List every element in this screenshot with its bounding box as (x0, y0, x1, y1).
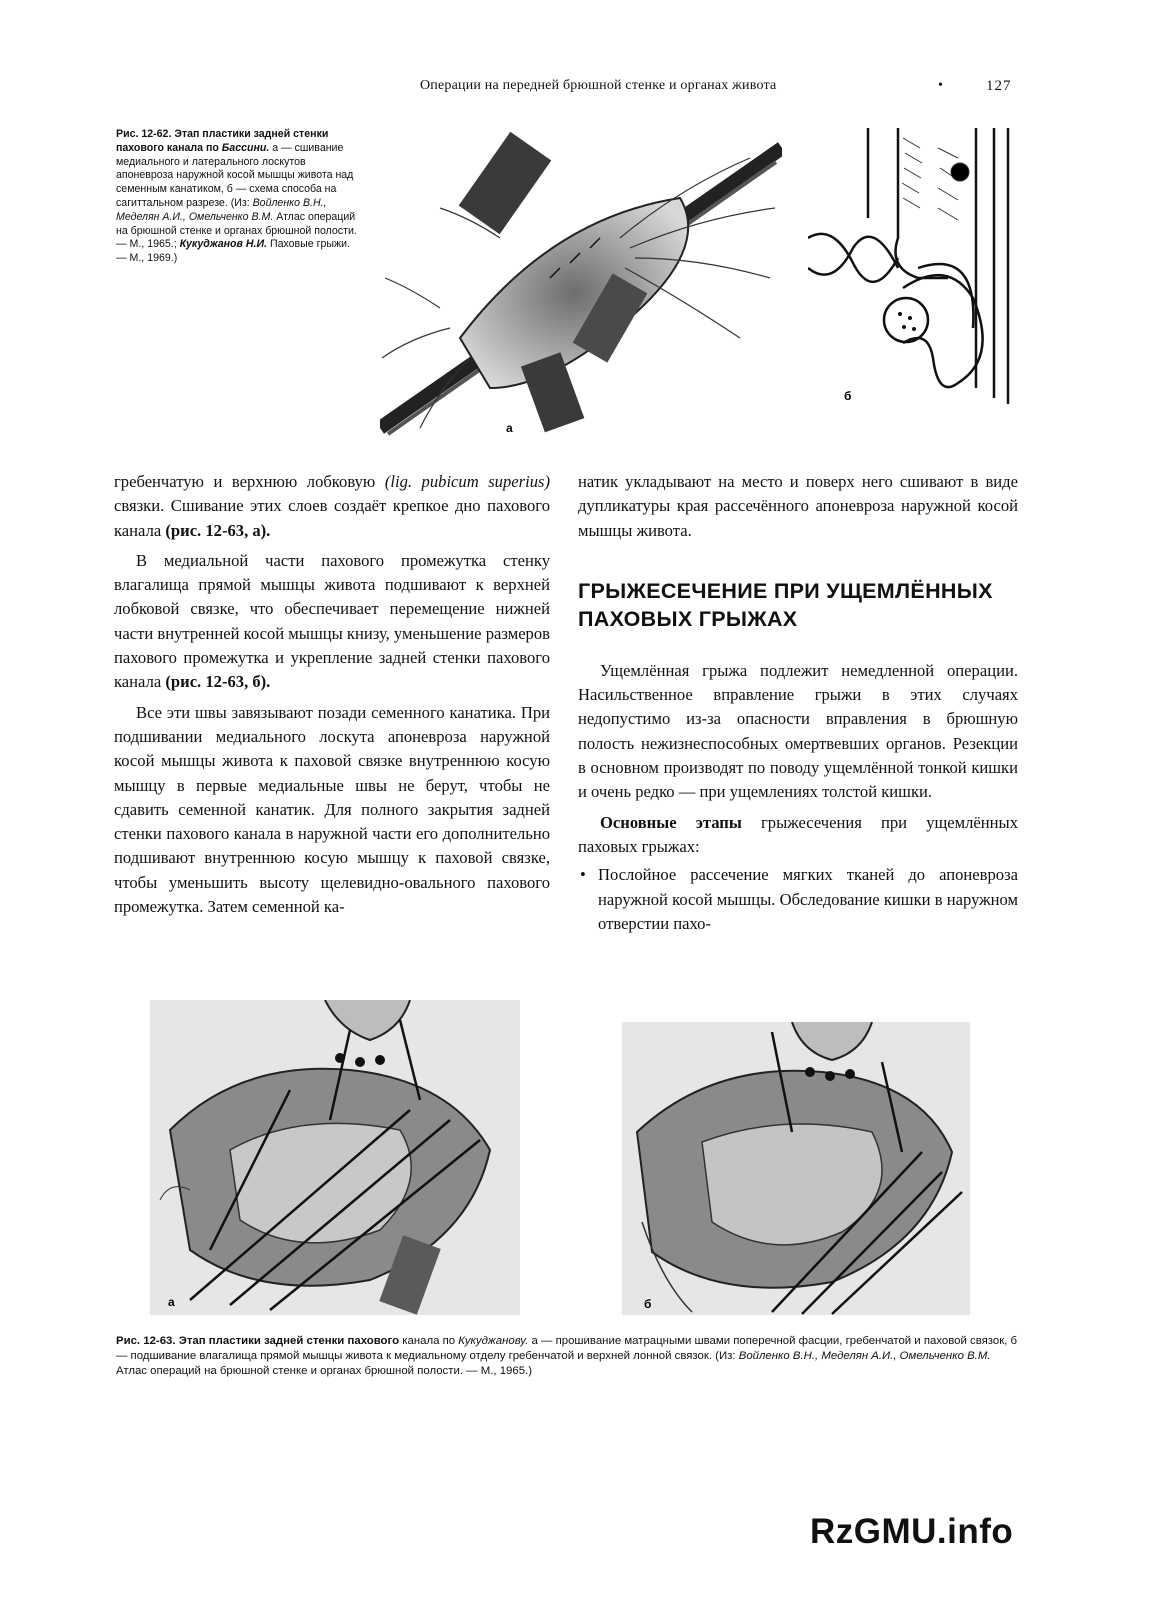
bullet-item-text: Послойное рассечение мягких тканей до апоневроза наружной косой мышцы. Обследование кишки в наружном отверстии пахо- (598, 865, 1018, 933)
caption-label: Рис. 12-62. Этап пластики задней стенки пахового канала по (116, 128, 329, 154)
caption-authors-2: Кукуджанов Н.И. (179, 238, 268, 251)
p1-text-a: гребенчатую и верхнюю лобковую (114, 472, 376, 491)
paragraph-3: Все эти швы завязывают позади семенного канатика. При подшивании медиального лоскута апоневроза наружной косой мышцы живота к паховой связке внутреннюю косую мышцу в первые медиальные швы не берут, чтобы не сдавить семенной канатик. Для полного закрытия задней стенки пахового канала в наружной части его дополнительно подшивают внутреннюю косую мышцу к паховой связке, чтобы уменьшить высоту щелевидно-овального пахового промежутка. Затем семенной ка- (114, 702, 550, 917)
figure-12-62a-illustration (380, 128, 782, 440)
caption-author: Кукуджанову. (458, 1335, 529, 1347)
caption-authors-1: Войленко В.Н., Меделян А.И., Омельченко В.М. (116, 196, 327, 223)
main-stages-text: грыжесечения при ущемлённых паховых грыжах: (578, 812, 1018, 856)
watermark: RzGMU.info (810, 1512, 1014, 1551)
p2-text: В медиальной части пахового промежутка стенку влагалища прямой мышцы живота подшивают к верхней лобковой связке, что обеспечивает перемещение нижней части внутренней косой мышцы книзу, уменьшение размеров пахового промежутка и укрепление задней стенки пахового канала (114, 550, 550, 692)
caption-label: Рис. 12-63. Этап пластики задней стенки пахового (116, 1335, 400, 1347)
paragraph-main-stages (578, 811, 1018, 860)
caption-author: Бассини. (221, 141, 270, 154)
main-stages-bold: Основные этапы (600, 812, 742, 832)
figure-12-63-caption (116, 1334, 1022, 1380)
figure-12-62b-label: б (844, 389, 852, 403)
paragraph-strangulated-hernia: Ущемлённая грыжа подлежит немедленной операции. Насильственное вправление грыжи в этих случаях недопустимо из-за опасности вправления в брюшную полость нежизнеспособных омертвевших органов. Резекции в основном производят по поводу ущемлённой тонкой кишки и очень редко — при ущемлениях толстой кишки. (578, 660, 1018, 802)
bullet-item-1 (578, 863, 1018, 936)
figure-12-62b-scheme (808, 128, 1022, 412)
page-number: 127 (986, 78, 1012, 94)
running-title: Операции на передней брюшной стенке и органах живота (420, 78, 777, 93)
section-heading: ГРЫЖЕСЕЧЕНИЕ ПРИ УЩЕМЛЁННЫХ ПАХОВЫХ ГРЫЖАХ (578, 578, 993, 631)
text-column-right (578, 470, 1018, 936)
figure-12-63a-illustration (150, 1000, 520, 1315)
running-header (420, 78, 1020, 98)
caption-source-2: Паховые грыжи. — М., 1969.) (116, 238, 350, 265)
p1-latin-term: (lig. pubicum superius) (384, 472, 550, 491)
bullet-mark: • (580, 865, 586, 885)
caption-source-1: Атлас операций на брюшной стенке и органах брюшной полости. — М., 1965.; (116, 210, 357, 251)
caption-mid: канала по (402, 1335, 456, 1347)
paragraph-1 (114, 470, 550, 543)
figure-12-63b-illustration (622, 1022, 970, 1315)
caption-body: а — сшивание медиального и латерального лоскутов апоневроза наружной косой мышцы живота над семенным канатиком, б — схема способа на сагиттальном разрезе. (Из: (116, 141, 354, 209)
caption-body: а — прошивание матрацными швами поперечной фасции, гребенчатой и паховой связок, б — подшивание влагалища прямой мышцы живота к медиальному отделу гребенчатой и верхней лонной связок. (Из: (116, 1335, 1018, 1363)
paragraph-continuation: натик укладывают на место и поверх него сшивают в виде дупликатуры края рассечённого апоневроза наружной косой мышцы живота. (578, 472, 1018, 540)
figure-12-63a-label: а (168, 1295, 175, 1309)
figure-12-63b-label: б (644, 1297, 652, 1311)
text-column-left (114, 470, 550, 919)
paragraph-2 (114, 549, 550, 695)
p1-text-b: связки. Сшивание этих слоев создаёт крепкое дно пахового канала (114, 496, 550, 540)
header-bullet: • (938, 78, 943, 93)
p1-figure-ref: (рис. 12-63, а). (165, 520, 271, 540)
figure-12-62a-label: а (506, 421, 513, 435)
figure-12-62-caption (116, 128, 362, 266)
caption-authors: Войленко В.Н., Меделян А.И., Омельченко В.М. (738, 1350, 991, 1363)
p2-figure-ref: (рис. 12-63, б). (165, 672, 271, 692)
caption-source: Атлас операций на брюшной стенке и органах брюшной полости. — М., 1965.) (116, 1365, 532, 1378)
